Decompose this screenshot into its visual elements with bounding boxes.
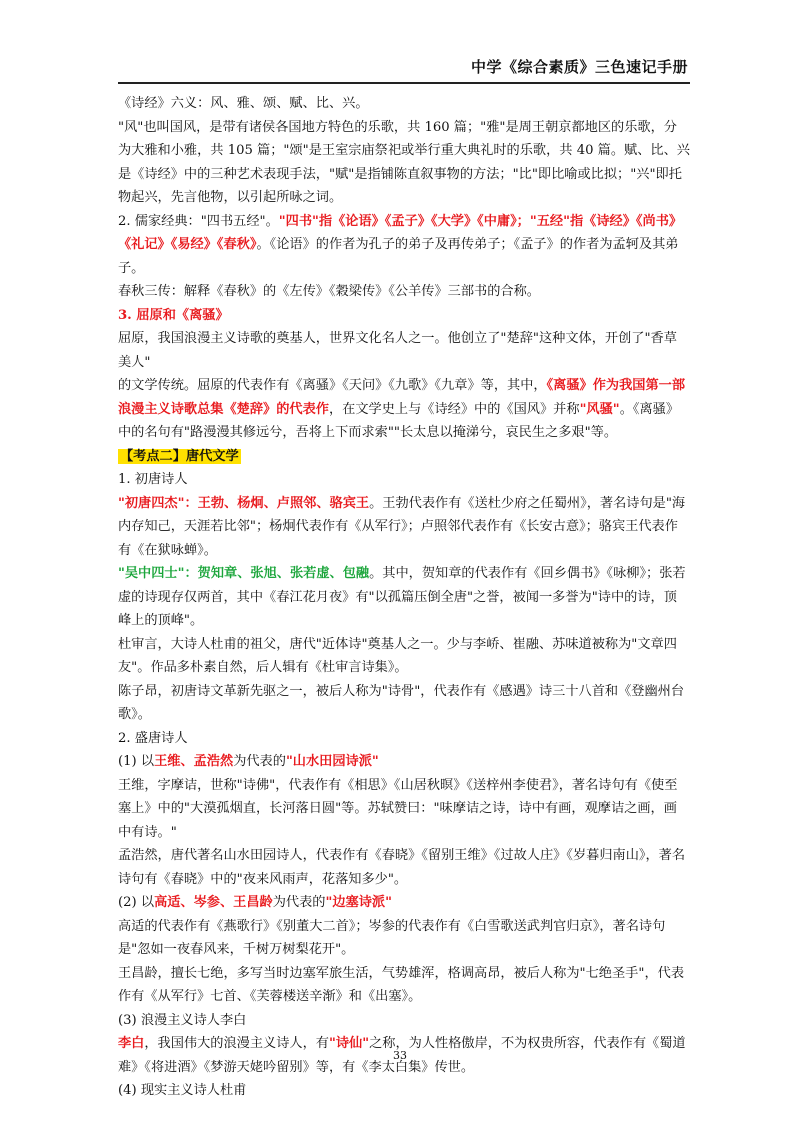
paragraph [118,680,690,727]
text-segment: (4) 现实主义诗人杜甫 [118,1083,247,1098]
paragraph [118,633,690,680]
paragraph [118,492,690,563]
paragraph [118,844,690,891]
text-segment: ，我国伟大的浪漫主义诗人，有 [144,1036,329,1051]
emphasis-segment: 李白 [118,1036,145,1051]
emphasis-segment: "山水田园诗派" [285,754,379,769]
text-segment: 1. 初唐诗人 [118,472,188,487]
paragraph [118,116,690,210]
emphasis-segment: "诗仙" [329,1036,370,1051]
paragraph [118,727,690,751]
paragraph [118,445,690,469]
text-segment: 为代表的 [272,895,326,910]
paragraph [118,1079,690,1103]
text-segment: "风"也叫国风，是带有诸侯各国地方特色的乐歌，共 160 篇；"雅"是周王朝京都地区的乐歌，分为大雅和小雅，共 105 篇；"颂"是王室宗庙祭祀或举行重大典礼时的乐歌，共 40 篇。赋、比、兴是《诗经》中的三种艺术表现手法，"赋"是指铺陈直叙事物的方法；"比"即比喻或比拟；"兴"即托物起兴，先言他物，以引起所咏之词。 [118,119,690,205]
text-segment: 杜审言，大诗人杜甫的祖父，唐代"近体诗"奠基人之一。少与李峤、崔融、苏味道被称为"文章四友"。作品多朴素自然，后人辑有《杜审言诗集》。 [118,636,677,675]
paragraph [118,210,690,281]
text-segment: (1) 以 [118,754,155,769]
paragraph [118,92,690,116]
emphasis-segment: 王维、孟浩然 [154,754,234,769]
paragraph [118,280,690,304]
text-segment: 的文学传统。屈原的代表作有《离骚》《天问》《九歌》《九章》等，其中， [118,378,547,393]
paragraph [118,774,690,845]
text-segment: 高适的代表作有《燕歌行》《别董大二首》；岑参的代表作有《白雪歌送武判官归京》，著名诗句是"忽如一夜春风来，千树万树梨花开"。 [118,918,666,957]
text-segment: 。《离骚》中的名句有"路漫漫其修远兮，吾将上下而求索""长太息以掩涕兮，哀民生之多艰"等。 [118,401,680,440]
text-segment: 2. 儒家经典："四书五经"。 [118,213,279,229]
emphasis-segment: "四书"指《论语》《孟子》《大学》《中庸》；"五经"指《诗经》《尚书》《礼记》《易经》《春秋》 [118,213,683,252]
text-segment: (2) 以 [118,895,155,910]
paragraph [118,304,690,328]
text-segment: 。王勃代表作有《送杜少府之任蜀州》，著名诗句是"海内存知己，天涯若比邻"；杨炯代表作有《从军行》；卢照邻代表作有《长安古意》；骆宾王代表作有《在狱咏蝉》。 [118,495,686,558]
emphasis-segment: 3. 屈原和《离骚》 [118,307,229,323]
paragraph [118,562,690,633]
text-segment: 。其中，贺知章的代表作有《回乡偶书》《咏柳》；张若虚的诗现存仅两首，其中《春江花月夜》有"以孤篇压倒全唐"之誉，被闻一多誉为"诗中的诗，顶峰上的顶峰"。 [118,566,686,628]
text-segment: 《诗经》六义：风、雅、颂、赋、比、兴。 [118,96,369,111]
text-segment: 2. 盛唐诗人 [118,730,188,746]
section-heading: 【考点二】唐代文学 [120,448,239,464]
emphasis-segment: "初唐四杰"：王勃、杨炯、卢照邻、骆宾王 [118,495,370,511]
text-segment: 春秋三传：解释《春秋》的《左传》《穀梁传》《公羊传》三部书的合称。 [118,284,540,299]
paragraph [118,327,690,374]
text-segment: 王昌龄，擅长七绝，多写当时边塞军旅生活，气势雄浑，格调高昂，被后人称为"七绝圣手"，代表作有《从军行》七首、《芙蓉楼送辛渐》和《出塞》。 [118,965,685,1004]
paragraph [118,891,690,915]
emphasis-segment: "风骚" [579,401,620,417]
page-content [118,92,690,1103]
paragraph [118,915,690,962]
text-segment: 。《论语》的作者为孔子的弟子及再传弟子；《孟子》的作者为孟轲及其弟子。 [118,237,679,276]
text-segment: 屈原，我国浪漫主义诗歌的奠基人，世界文化名人之一。他创立了"楚辞"这种文体，开创了"香草美人" [118,331,677,370]
paragraph [118,1009,690,1033]
text-segment: 陈子昂，初唐诗文革新先驱之一，被后人称为"诗骨"，代表作有《感遇》诗三十八首和《登幽州台歌》。 [118,683,685,722]
emphasis-segment: 高适、岑参、王昌龄 [154,895,273,910]
text-segment: 之称，为人性格傲岸，不为权贵所容，代表作有《蜀道难》《将进酒》《梦游天姥吟留别》等，有《李太白集》传世。 [118,1036,686,1075]
text-segment: 孟浩然，唐代著名山水田园诗人，代表作有《春晓》《留别王维》《过故人庄》《岁暮归南山》，著名诗句有《春晓》中的"夜来风雨声，花落知多少"。 [118,848,686,887]
text-segment: ，在文学史上与《诗经》中的《国风》并称 [329,401,580,417]
emphasis-segment: "边塞诗派" [325,895,392,910]
text-segment: (3) 浪漫主义诗人李白 [118,1012,247,1028]
text-segment: 为代表的 [233,754,286,769]
page-header [118,50,690,84]
paragraph [118,374,690,445]
page-number: 33 [393,1049,407,1062]
emphasis-segment: 《离骚》作为我国第一部浪漫主义诗歌总集《楚辞》的代表作 [118,378,686,417]
header-title: 中学《综合素质》三色速记手册 [470,58,688,76]
paragraph [118,750,690,774]
emphasis-segment: "吴中四士"：贺知章、张旭、张若虚、包融 [118,566,370,581]
text-segment: 王维，字摩诘，世称"诗佛"，代表作有《相思》《山居秋暝》《送梓州李使君》，著名诗句有《使至塞上》中的"大漠孤烟直，长河落日圆"等。苏轼赞曰："味摩诘之诗，诗中有画，观摩诘之画，画中有诗。" [118,777,678,840]
paragraph [118,962,690,1009]
paragraph [118,468,690,492]
